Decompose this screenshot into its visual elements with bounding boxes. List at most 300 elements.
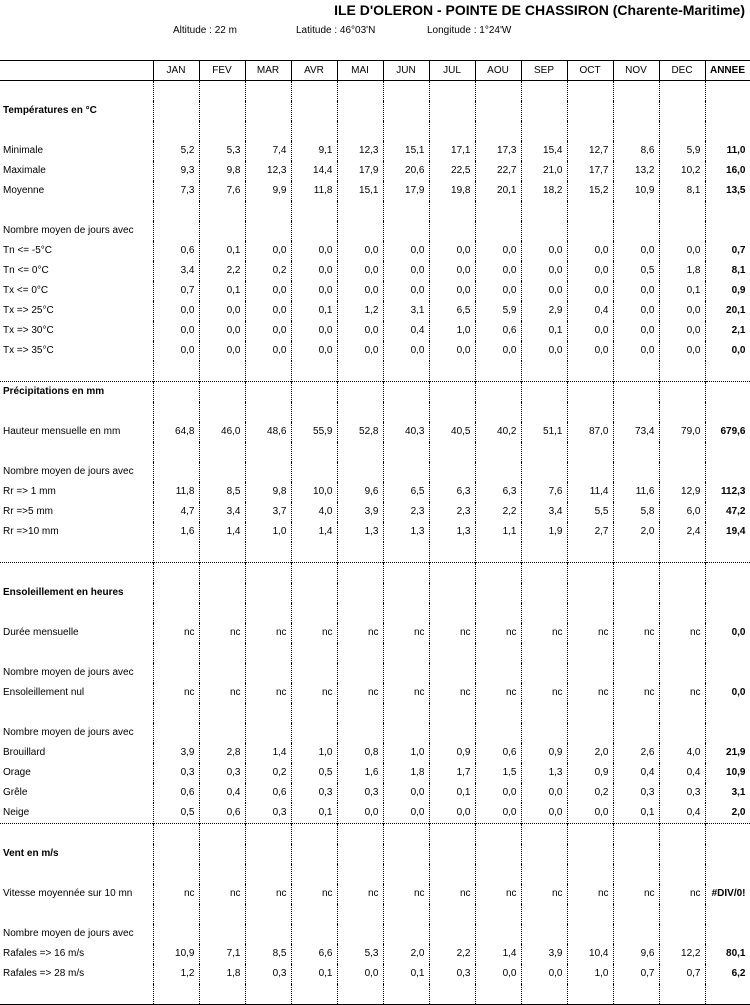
month-value-cell: 0,0 — [199, 301, 245, 321]
month-value-cell: 0,0 — [475, 783, 521, 803]
empty-cell — [383, 201, 429, 221]
month-value-cell: 87,0 — [567, 422, 613, 442]
month-value-cell: 0,0 — [337, 241, 383, 261]
empty-cell — [475, 663, 521, 683]
row-label: Tx => 35°C — [3, 345, 54, 356]
month-value-cell: 3,9 — [521, 944, 567, 964]
subheading-row — [0, 723, 750, 743]
empty-cell — [199, 583, 245, 603]
empty-cell — [521, 583, 567, 603]
empty-cell — [291, 121, 337, 141]
month-value-cell: 40,5 — [429, 422, 475, 442]
empty-cell — [705, 221, 750, 241]
month-header-row — [0, 61, 750, 81]
empty-cell — [659, 201, 705, 221]
month-value-cell: 1,8 — [383, 763, 429, 783]
empty-cell — [521, 643, 567, 663]
month-value-cell: 1,1 — [475, 522, 521, 542]
empty-cell — [613, 703, 659, 723]
month-value-cell: 0,6 — [475, 321, 521, 341]
month-value-cell: 0,7 — [659, 964, 705, 984]
header-sep: SEP — [521, 61, 567, 81]
empty-cell — [659, 723, 705, 743]
month-value-cell: 48,6 — [245, 422, 291, 442]
empty-cell — [659, 703, 705, 723]
month-value-cell: 2,3 — [383, 502, 429, 522]
table-row — [0, 161, 750, 181]
section-title: Ensoleillement en heures — [3, 587, 124, 598]
empty-cell — [475, 643, 521, 663]
month-value-cell: 0,0 — [613, 341, 659, 361]
month-value-cell: 0,1 — [383, 964, 429, 984]
empty-cell — [337, 542, 383, 563]
empty-cell — [199, 121, 245, 141]
empty-cell — [245, 723, 291, 743]
month-value-cell: nc — [521, 683, 567, 703]
empty-cell — [705, 542, 750, 563]
spacer-row — [0, 361, 750, 382]
month-value-cell: 0,0 — [475, 341, 521, 361]
month-value-cell: nc — [153, 683, 199, 703]
empty-cell — [245, 663, 291, 683]
month-value-cell: 0,3 — [291, 783, 337, 803]
empty-cell — [0, 824, 153, 845]
empty-cell — [199, 603, 245, 623]
spacer-row — [0, 603, 750, 623]
empty-cell — [291, 924, 337, 944]
empty-cell — [199, 563, 245, 584]
empty-cell — [199, 402, 245, 422]
empty-cell — [153, 904, 199, 924]
empty-cell — [613, 462, 659, 482]
month-value-cell: 6,5 — [383, 482, 429, 502]
empty-cell — [245, 442, 291, 462]
spacer-row — [0, 563, 750, 584]
month-value-cell: 0,9 — [567, 763, 613, 783]
empty-cell — [245, 101, 291, 121]
empty-cell — [291, 663, 337, 683]
month-value-cell: 0,2 — [567, 783, 613, 803]
empty-cell — [429, 221, 475, 241]
empty-cell — [337, 462, 383, 482]
month-value-cell: 21,0 — [521, 161, 567, 181]
header-avr: AVR — [291, 61, 337, 81]
month-value-cell: 5,3 — [337, 944, 383, 964]
month-value-cell: 0,5 — [291, 763, 337, 783]
month-value-cell: 0,0 — [475, 803, 521, 824]
annual-value-cell: 6,2 — [705, 964, 750, 984]
empty-cell — [429, 81, 475, 102]
row-label: Rafales => 28 m/s — [3, 968, 85, 979]
empty-cell — [0, 361, 153, 382]
month-value-cell: 0,1 — [613, 803, 659, 824]
month-value-cell: 4,0 — [291, 502, 337, 522]
empty-cell — [475, 442, 521, 462]
month-value-cell: nc — [291, 683, 337, 703]
subheading-row — [0, 924, 750, 944]
month-value-cell: 0,3 — [245, 964, 291, 984]
section-header-row — [0, 844, 750, 864]
empty-cell — [521, 563, 567, 584]
month-value-cell: 18,2 — [521, 181, 567, 201]
month-value-cell: 1,4 — [291, 522, 337, 542]
empty-cell — [291, 402, 337, 422]
empty-cell — [291, 824, 337, 845]
subheading-label: Nombre moyen de jours avec — [3, 928, 134, 939]
month-value-cell: nc — [475, 623, 521, 643]
month-value-cell: 0,1 — [199, 241, 245, 261]
month-value-cell: 0,0 — [291, 241, 337, 261]
month-value-cell: 0,0 — [475, 261, 521, 281]
empty-cell — [475, 81, 521, 102]
month-value-cell: 8,5 — [245, 944, 291, 964]
section-title: Précipitations en mm — [0, 382, 153, 403]
empty-cell — [429, 663, 475, 683]
empty-cell — [659, 442, 705, 462]
empty-cell — [153, 201, 199, 221]
empty-cell — [245, 563, 291, 584]
month-value-cell: 1,0 — [245, 522, 291, 542]
empty-cell — [153, 643, 199, 663]
month-value-cell: 0,0 — [153, 301, 199, 321]
empty-cell — [613, 723, 659, 743]
month-value-cell: 0,0 — [659, 241, 705, 261]
month-value-cell: 15,2 — [567, 181, 613, 201]
month-value-cell: 0,1 — [199, 281, 245, 301]
empty-cell — [383, 402, 429, 422]
table-row — [0, 763, 750, 783]
table-row — [0, 623, 750, 643]
month-value-cell: 0,0 — [383, 783, 429, 803]
empty-cell — [567, 643, 613, 663]
spacer-row — [0, 402, 750, 422]
annual-value-cell: 0,0 — [705, 683, 750, 703]
empty-cell — [521, 924, 567, 944]
month-value-cell: 0,0 — [521, 964, 567, 984]
empty-cell — [567, 101, 613, 121]
month-value-cell: 5,3 — [199, 141, 245, 161]
row-label: Tn <= 0°C — [3, 265, 49, 276]
subheading-row — [0, 221, 750, 241]
empty-cell — [429, 844, 475, 864]
empty-cell — [613, 563, 659, 584]
empty-cell — [567, 984, 613, 1005]
month-value-cell: 0,2 — [245, 261, 291, 281]
empty-cell — [245, 603, 291, 623]
month-value-cell: nc — [245, 623, 291, 643]
annual-value-cell: #DIV/0! — [705, 884, 750, 904]
month-value-cell: 0,4 — [613, 763, 659, 783]
row-label: Tx => 30°C — [3, 325, 54, 336]
month-value-cell: 0,4 — [659, 803, 705, 824]
month-value-cell: 0,6 — [153, 241, 199, 261]
month-value-cell: 0,4 — [383, 321, 429, 341]
month-value-cell: 2,7 — [567, 522, 613, 542]
month-value-cell: 0,4 — [567, 301, 613, 321]
empty-cell — [521, 221, 567, 241]
empty-cell — [153, 221, 199, 241]
month-value-cell: 19,8 — [429, 181, 475, 201]
month-value-cell: 0,0 — [291, 341, 337, 361]
empty-cell — [659, 382, 705, 403]
empty-cell — [383, 663, 429, 683]
empty-cell — [291, 643, 337, 663]
month-value-cell: 40,3 — [383, 422, 429, 442]
empty-cell — [291, 382, 337, 403]
month-value-cell: 10,4 — [567, 944, 613, 964]
empty-cell — [475, 924, 521, 944]
empty-cell — [475, 864, 521, 884]
empty-cell — [199, 101, 245, 121]
table-body — [0, 81, 750, 1005]
empty-cell — [337, 361, 383, 382]
month-value-cell: 0,6 — [153, 783, 199, 803]
empty-cell — [567, 201, 613, 221]
empty-cell — [199, 462, 245, 482]
month-value-cell: 1,6 — [153, 522, 199, 542]
month-value-cell: 2,6 — [613, 743, 659, 763]
empty-cell — [153, 723, 199, 743]
empty-cell — [0, 603, 153, 623]
month-value-cell: 2,8 — [199, 743, 245, 763]
empty-cell — [199, 824, 245, 845]
month-value-cell: 0,0 — [521, 341, 567, 361]
month-value-cell: 2,2 — [429, 944, 475, 964]
empty-cell — [199, 663, 245, 683]
empty-cell — [199, 81, 245, 102]
empty-cell — [0, 563, 153, 584]
empty-cell — [475, 542, 521, 563]
month-value-cell: 9,3 — [153, 161, 199, 181]
annual-value-cell: 80,1 — [705, 944, 750, 964]
empty-cell — [337, 723, 383, 743]
empty-cell — [291, 221, 337, 241]
month-value-cell: 8,1 — [659, 181, 705, 201]
empty-cell — [337, 984, 383, 1005]
empty-cell — [475, 121, 521, 141]
month-value-cell: 17,3 — [475, 141, 521, 161]
empty-cell — [705, 563, 750, 584]
empty-cell — [475, 101, 521, 121]
empty-cell — [383, 382, 429, 403]
empty-cell — [521, 904, 567, 924]
empty-cell — [153, 984, 199, 1005]
month-value-cell: nc — [429, 683, 475, 703]
empty-cell — [705, 201, 750, 221]
month-value-cell: 0,0 — [291, 321, 337, 341]
empty-cell — [199, 643, 245, 663]
month-value-cell: nc — [291, 623, 337, 643]
row-label: Minimale — [3, 145, 44, 156]
month-value-cell: 0,0 — [337, 261, 383, 281]
month-value-cell: 0,3 — [199, 763, 245, 783]
empty-cell — [245, 824, 291, 845]
row-label: Brouillard — [3, 747, 46, 758]
empty-cell — [705, 101, 750, 121]
spacer-row — [0, 542, 750, 563]
empty-cell — [337, 583, 383, 603]
month-value-cell: 0,0 — [429, 241, 475, 261]
month-value-cell: 10,2 — [659, 161, 705, 181]
empty-cell — [0, 703, 153, 723]
empty-cell — [705, 81, 750, 102]
empty-cell — [429, 382, 475, 403]
empty-cell — [153, 402, 199, 422]
empty-cell — [291, 442, 337, 462]
month-value-cell: 6,3 — [475, 482, 521, 502]
empty-cell — [521, 703, 567, 723]
latitude-label: Latitude : 46°03'N — [296, 25, 376, 36]
annual-value-cell: 21,9 — [705, 743, 750, 763]
empty-cell — [705, 603, 750, 623]
month-value-cell: 3,9 — [153, 743, 199, 763]
empty-cell — [245, 462, 291, 482]
empty-cell — [383, 121, 429, 141]
empty-cell — [567, 402, 613, 422]
empty-cell — [521, 382, 567, 403]
empty-cell — [613, 663, 659, 683]
month-value-cell: 0,3 — [613, 783, 659, 803]
row-label: Rafales => 16 m/s — [3, 948, 85, 959]
empty-cell — [337, 402, 383, 422]
month-value-cell: 0,0 — [567, 803, 613, 824]
empty-cell — [291, 984, 337, 1005]
section-title: Vent en m/s — [3, 848, 59, 859]
month-value-cell: 0,0 — [291, 281, 337, 301]
empty-cell — [429, 121, 475, 141]
empty-cell — [705, 361, 750, 382]
empty-cell — [567, 462, 613, 482]
empty-cell — [337, 824, 383, 845]
empty-cell — [613, 844, 659, 864]
empty-cell — [383, 723, 429, 743]
empty-cell — [659, 101, 705, 121]
empty-cell — [199, 361, 245, 382]
empty-cell — [567, 361, 613, 382]
month-value-cell: 9,8 — [199, 161, 245, 181]
header-dec: DEC — [659, 61, 705, 81]
empty-cell — [567, 864, 613, 884]
section-title: Températures en °C — [3, 105, 97, 116]
month-value-cell: 0,0 — [337, 321, 383, 341]
spacer-row — [0, 442, 750, 462]
month-value-cell: nc — [659, 683, 705, 703]
empty-cell — [337, 844, 383, 864]
empty-cell — [705, 402, 750, 422]
month-value-cell: 0,0 — [429, 261, 475, 281]
month-value-cell: 73,4 — [613, 422, 659, 442]
spacer-row — [0, 984, 750, 1005]
month-value-cell: 1,8 — [199, 964, 245, 984]
empty-cell — [659, 643, 705, 663]
annual-value-cell: 0,0 — [705, 341, 750, 361]
month-value-cell: 22,5 — [429, 161, 475, 181]
empty-cell — [199, 924, 245, 944]
month-value-cell: 15,1 — [337, 181, 383, 201]
empty-cell — [337, 663, 383, 683]
empty-cell — [659, 542, 705, 563]
empty-cell — [613, 643, 659, 663]
empty-cell — [337, 442, 383, 462]
empty-cell — [245, 583, 291, 603]
table-row — [0, 181, 750, 201]
month-value-cell: nc — [383, 683, 429, 703]
empty-cell — [291, 542, 337, 563]
month-value-cell: 0,0 — [521, 281, 567, 301]
month-value-cell: nc — [245, 683, 291, 703]
month-value-cell: 7,6 — [199, 181, 245, 201]
month-value-cell: 0,0 — [475, 241, 521, 261]
empty-cell — [337, 703, 383, 723]
month-value-cell: 0,0 — [429, 281, 475, 301]
month-value-cell: 55,9 — [291, 422, 337, 442]
empty-cell — [0, 402, 153, 422]
empty-cell — [705, 924, 750, 944]
empty-cell — [337, 904, 383, 924]
month-value-cell: 5,8 — [613, 502, 659, 522]
month-value-cell: 17,9 — [383, 181, 429, 201]
annual-value-cell: 11,0 — [705, 141, 750, 161]
month-value-cell: 7,1 — [199, 944, 245, 964]
month-value-cell: 0,0 — [337, 803, 383, 824]
header-fev: FEV — [199, 61, 245, 81]
month-value-cell: nc — [291, 884, 337, 904]
empty-cell — [613, 904, 659, 924]
month-value-cell: 13,2 — [613, 161, 659, 181]
empty-cell — [521, 442, 567, 462]
empty-cell — [291, 361, 337, 382]
month-value-cell: 0,0 — [567, 261, 613, 281]
empty-cell — [521, 824, 567, 845]
spacer-row — [0, 643, 750, 663]
table-row — [0, 301, 750, 321]
month-value-cell: 0,0 — [337, 281, 383, 301]
empty-cell — [659, 603, 705, 623]
month-value-cell: 0,3 — [153, 763, 199, 783]
empty-cell — [291, 723, 337, 743]
empty-cell — [0, 542, 153, 563]
month-value-cell: 3,4 — [199, 502, 245, 522]
empty-cell — [659, 663, 705, 683]
month-value-cell: nc — [659, 884, 705, 904]
empty-cell — [291, 864, 337, 884]
month-value-cell: 20,6 — [383, 161, 429, 181]
empty-cell — [153, 542, 199, 563]
empty-cell — [475, 844, 521, 864]
empty-cell — [0, 81, 153, 102]
empty-cell — [475, 703, 521, 723]
empty-cell — [659, 361, 705, 382]
empty-cell — [429, 402, 475, 422]
month-value-cell: nc — [429, 623, 475, 643]
empty-cell — [291, 904, 337, 924]
empty-cell — [475, 723, 521, 743]
station-title: ILE D'OLERON - POINTE DE CHASSIRON (Charente-Maritime) — [334, 2, 745, 18]
climate-table — [0, 60, 750, 1005]
empty-cell — [567, 442, 613, 462]
empty-cell — [153, 442, 199, 462]
empty-cell — [383, 984, 429, 1005]
empty-cell — [567, 382, 613, 403]
row-label: Rr =>10 mm — [3, 526, 59, 537]
month-value-cell: 14,4 — [291, 161, 337, 181]
empty-cell — [659, 81, 705, 102]
month-value-cell: 46,0 — [199, 422, 245, 442]
empty-cell — [429, 984, 475, 1005]
empty-cell — [153, 81, 199, 102]
month-value-cell: 0,1 — [291, 964, 337, 984]
empty-cell — [199, 984, 245, 1005]
